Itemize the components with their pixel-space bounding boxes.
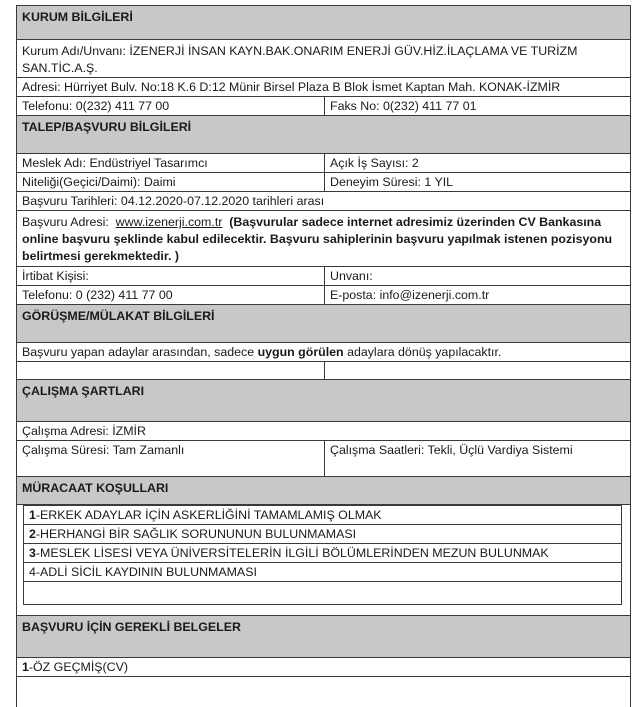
empty-row [16, 677, 631, 707]
work-hours: Çalışma Saatleri: Tekli, Üçlü Vardiya Sistemi [330, 443, 573, 457]
requirement-item [24, 505, 621, 525]
contact-email: E-posta: info@izenerji.com.tr [330, 288, 490, 302]
requirement-item [24, 563, 621, 582]
interview-info-row [16, 343, 631, 362]
website-link[interactable]: www.izenerji.com.tr [115, 215, 223, 229]
section-header-calisma [16, 380, 631, 422]
profession-row [16, 154, 631, 173]
application-address-row [16, 211, 631, 267]
interview-text-bold: uygun görülen [257, 345, 344, 359]
institution-address-row [16, 78, 631, 97]
contact-phone: Telefonu: 0 (232) 411 77 00 [17, 286, 325, 304]
item-number: 2 [29, 527, 36, 541]
section-title: BAŞVURU İÇİN GEREKLİ BELGELER [22, 620, 241, 634]
requirement-item [24, 525, 621, 544]
institution-name-line2: SAN.TİC.A.Ş. [22, 61, 98, 75]
section-header-gorusme [16, 305, 631, 343]
section-title: TALEP/BAŞVURU BİLGİLERİ [22, 120, 192, 134]
work-address-row [16, 422, 631, 441]
institution-phone-row [16, 97, 631, 116]
application-note: (Başvurular sadece internet adresimiz üzerinden CV Bankasına online başvuru şeklinde kabul edilecektir. Başvuru sahiplerinin başvuru yapılmak istenen pozisyonu belirtmesi gerekmektedir. ) [22, 215, 616, 263]
open-positions: Açık İş Sayısı: 2 [330, 156, 419, 170]
section-title: ÇALIŞMA ŞARTLARI [22, 384, 145, 398]
requirement-empty [24, 582, 621, 604]
section-title: KURUM BİLGİLERİ [22, 10, 133, 24]
institution-phone: Telefonu: 0(232) 411 77 00 [17, 97, 325, 115]
interview-text: Başvuru yapan adaylar arasından, sadece [22, 345, 258, 359]
institution-name-row [16, 40, 631, 78]
requirements-list [23, 505, 622, 605]
institution-name-line1: Kurum Adı/Unvanı: İZENERJİ İNSAN KAYN.BAK.ONARIM ENERJİ GÜV.HİZ.İLAÇLAMA VE TURİZM [22, 44, 578, 58]
interview-text: adaylara dönüş yapılacaktır. [343, 345, 502, 359]
section-header-kurum [16, 5, 631, 40]
interview-info [17, 343, 630, 361]
section-header-talep [16, 116, 631, 154]
nature-row [16, 173, 631, 192]
job-posting-form [16, 5, 631, 707]
institution-fax: Faks No: 0(232) 411 77 01 [330, 99, 477, 113]
section-header-belgeler [16, 616, 631, 658]
requirement-item [24, 544, 621, 563]
work-duration: Çalışma Süresi: Tam Zamanlı [17, 441, 325, 476]
item-text: -ERKEK ADAYLAR İÇİN ASKERLİĞİNİ TAMAMLAMIŞ OLMAK [35, 508, 382, 522]
empty-cell [17, 677, 630, 707]
item-number: 1 [22, 660, 29, 674]
contact-phone-row [16, 286, 631, 305]
empty-cell [325, 362, 630, 379]
institution-address: Adresi: Hürriyet Bulv. No:18 K.6 D:12 Münir Birsel Plaza B Blok İsmet Kaptan Mah. KONAK-İZMİR [22, 80, 561, 94]
dates-row [16, 192, 631, 211]
empty-row [16, 362, 631, 380]
section-title: MÜRACAAT KOŞULLARI [22, 481, 169, 495]
item-number: 3 [29, 546, 36, 560]
item-text: 4-ADLİ SİCİL KAYDININ BULUNMAMASI [29, 565, 257, 579]
item-text: -HERHANGİ BİR SAĞLIK SORUNUNUN BULUNMAMASI [35, 527, 357, 541]
item-text: -MESLEK LİSESİ VEYA ÜNİVERSİTELERİN İLGİLİ BÖLÜMLERİNDEN MEZUN BULUNMAK [35, 546, 549, 560]
work-address: Çalışma Adresi: İZMİR [22, 424, 146, 438]
contact-row [16, 267, 631, 286]
experience-duration: Deneyim Süresi: 1 YIL [330, 175, 454, 189]
section-title: GÖRÜŞME/MÜLAKAT BİLGİLERİ [22, 309, 215, 323]
profession-name: Meslek Adı: Endüstriyel Tasarımcı [17, 154, 325, 172]
empty-cell [17, 362, 325, 379]
section-header-muracaat [16, 477, 631, 505]
application-address-label: Başvuru Adresi: [22, 215, 116, 229]
contact-person: İrtibat Kişisi: [17, 267, 325, 285]
requirements-wrapper [16, 505, 631, 616]
application-dates: Başvuru Tarihleri: 04.12.2020-07.12.2020 tarihleri arası [22, 194, 325, 208]
item-text: -ÖZ GEÇMİŞ(CV) [28, 660, 129, 674]
work-duration-row [16, 441, 631, 477]
contact-title: Unvanı: [330, 269, 373, 283]
job-nature: Niteliği(Geçici/Daimi): Daimi [17, 173, 325, 191]
item-number: 1 [29, 508, 36, 522]
